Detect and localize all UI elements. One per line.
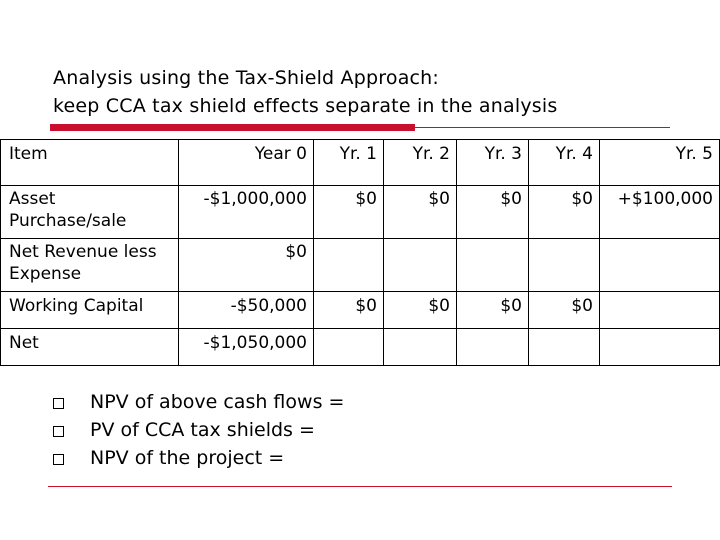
cell-revenue-y5 <box>600 239 720 292</box>
cell-revenue-y3 <box>457 239 529 292</box>
cell-revenue-y4 <box>529 239 600 292</box>
row-label-working-capital: Working Capital <box>1 292 179 329</box>
cell-wc-y4: $0 <box>529 292 600 329</box>
cell-asset-y4: $0 <box>529 186 600 239</box>
cell-wc-y2: $0 <box>384 292 457 329</box>
cell-net-y2 <box>384 329 457 366</box>
cell-net-y5 <box>600 329 720 366</box>
cell-net-y1 <box>314 329 384 366</box>
cell-asset-y0: -$1,000,000 <box>179 186 314 239</box>
title-divider-accent <box>50 124 415 131</box>
row-label-net-revenue: Net Revenue less Expense <box>1 239 179 292</box>
bullet-text-npv-project: NPV of the project = <box>90 447 285 469</box>
hollow-square-bullet-icon <box>53 398 64 409</box>
cell-asset-y3: $0 <box>457 186 529 239</box>
header-year-2: Yr. 2 <box>384 140 457 186</box>
cell-wc-y0: -$50,000 <box>179 292 314 329</box>
table-header-row <box>1 140 720 186</box>
cell-net-y0: -$1,050,000 <box>179 329 314 366</box>
header-item: Item <box>1 140 179 186</box>
cell-wc-y5 <box>600 292 720 329</box>
hollow-square-bullet-icon <box>53 454 64 465</box>
table-row-asset <box>1 186 720 239</box>
cell-asset-y2: $0 <box>384 186 457 239</box>
header-year-0: Year 0 <box>179 140 314 186</box>
cell-wc-y3: $0 <box>457 292 529 329</box>
hollow-square-bullet-icon <box>53 426 64 437</box>
cell-wc-y1: $0 <box>314 292 384 329</box>
title-line-1: Analysis using the Tax-Shield Approach: <box>53 67 440 89</box>
cell-revenue-y1 <box>314 239 384 292</box>
cell-net-y3 <box>457 329 529 366</box>
cell-asset-y1: $0 <box>314 186 384 239</box>
list-item <box>48 444 344 472</box>
header-year-3: Yr. 3 <box>457 140 529 186</box>
header-year-5: Yr. 5 <box>600 140 720 186</box>
cell-asset-y5: +$100,000 <box>600 186 720 239</box>
row-label-asset: Asset Purchase/sale <box>1 186 179 239</box>
cell-net-y4 <box>529 329 600 366</box>
list-item <box>48 416 344 444</box>
cell-revenue-y2 <box>384 239 457 292</box>
bullet-text-npv-cash-flows: NPV of above cash flows = <box>90 391 345 413</box>
bullet-list <box>48 388 344 472</box>
bottom-divider <box>48 486 672 487</box>
cell-revenue-y0: $0 <box>179 239 314 292</box>
list-item <box>48 388 344 416</box>
header-year-4: Yr. 4 <box>529 140 600 186</box>
row-label-net: Net <box>1 329 179 366</box>
table-row-net <box>1 329 720 366</box>
table-row-working-capital <box>1 292 720 329</box>
header-year-1: Yr. 1 <box>314 140 384 186</box>
cash-flow-table <box>0 139 720 366</box>
title-line-2: keep CCA tax shield effects separate in the analysis <box>53 95 558 117</box>
slide-title <box>53 64 557 120</box>
bullet-text-pv-cca-shields: PV of CCA tax shields = <box>90 419 315 441</box>
table-row-net-revenue <box>1 239 720 292</box>
